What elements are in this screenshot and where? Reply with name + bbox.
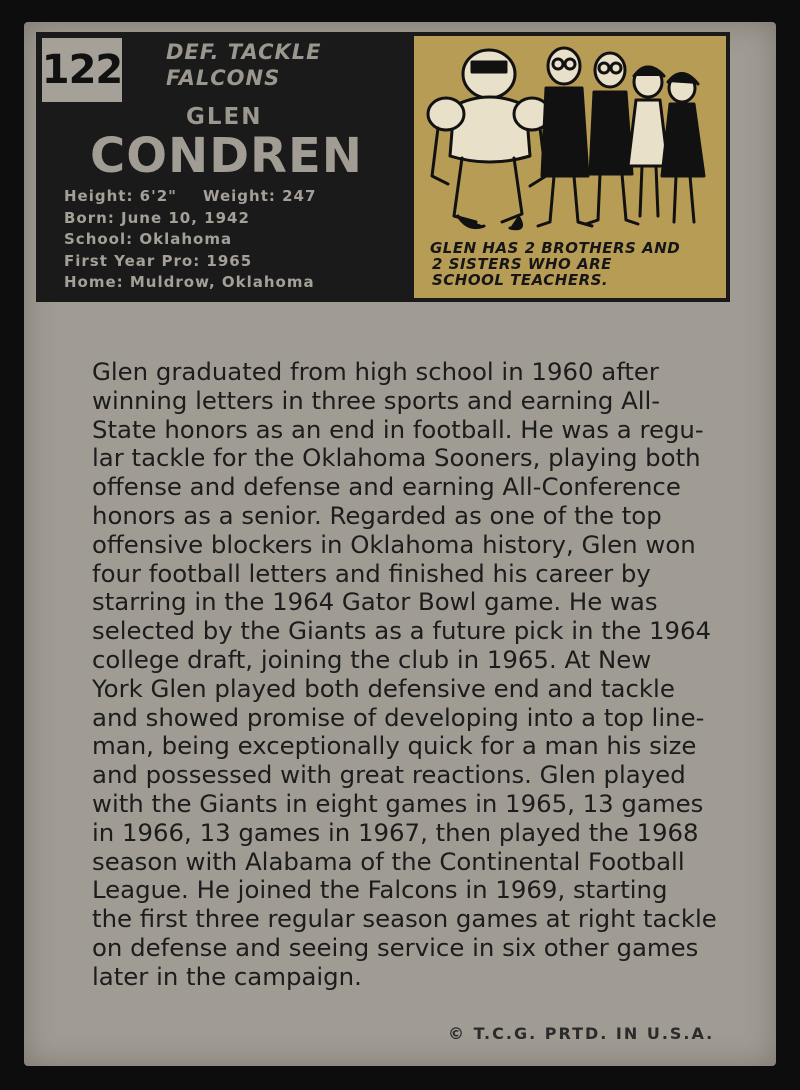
bio-line: season with Alabama of the Continental Football	[92, 846, 685, 876]
card-number: 122	[41, 47, 123, 93]
copyright-line: © T.C.G. PRTD. IN U.S.A.	[448, 1024, 715, 1043]
bio-line: four football letters and finished his career by	[92, 558, 651, 588]
bio-line: starring in the 1964 Gator Bowl game. He was	[92, 587, 658, 617]
player-last-name: CONDREN	[90, 128, 363, 184]
cartoon-caption-line-2: 2 SISTERS WHO ARE	[432, 255, 612, 273]
bio-line: selected by the Giants as a future pick in the 1964	[92, 616, 712, 646]
player-stats	[64, 186, 409, 294]
cartoon-panel	[414, 36, 726, 298]
player-biography	[92, 358, 742, 992]
bio-line: in 1966, 13 games in 1967, then played the 1968	[92, 817, 699, 847]
bio-line: man, being exceptionally quick for a man his size	[92, 731, 697, 761]
bio-line: offensive blockers in Oklahoma history, Glen won	[92, 529, 696, 559]
brother-figure-1	[538, 48, 592, 226]
stat-weight: Weight: 247	[202, 187, 317, 205]
bio-line: State honors as an end in football. He was a regu-	[92, 414, 704, 444]
cartoon-caption-line-3: SCHOOL TEACHERS.	[432, 271, 609, 289]
player-position: DEF. TACKLE	[166, 40, 322, 64]
bio-line: with the Giants in eight games in 1965, 13 games	[92, 788, 704, 818]
bio-line: on defense and seeing service in six other games	[92, 932, 699, 962]
football-player-figure	[428, 50, 550, 229]
stat-born: Born: June 10, 1942	[64, 208, 250, 227]
bio-line: Glen graduated from high school in 1960 after	[92, 357, 659, 386]
bio-line: lar tackle for the Oklahoma Sooners, playing both	[92, 443, 701, 473]
bio-line: honors as a senior. Regarded as one of the top	[92, 500, 662, 530]
bio-line: college draft, joining the club in 1965. At New	[92, 644, 652, 674]
stat-school: School: Oklahoma	[64, 230, 233, 248]
player-first-name: GLEN	[186, 104, 263, 130]
bio-line: York Glen played both defensive end and tackle	[92, 673, 675, 703]
player-team: FALCONS	[166, 66, 281, 90]
bio-line: and possessed with great reactions. Glen played	[92, 760, 686, 790]
card-number-box	[42, 38, 122, 102]
bio-line: later in the campaign.	[92, 961, 362, 991]
card-header	[36, 32, 730, 302]
sister-figure-1	[628, 67, 668, 216]
cartoon-caption-line-1: GLEN HAS 2 BROTHERS AND	[430, 239, 681, 257]
bio-line: and showed promise of developing into a top line-	[92, 702, 705, 732]
bio-line: offense and defense and earning All-Conference	[92, 472, 681, 502]
stat-height: Height: 6'2"	[64, 187, 177, 205]
stat-first-year-pro: First Year Pro: 1965	[64, 251, 253, 270]
bio-line: League. He joined the Falcons in 1969, starting	[92, 875, 668, 905]
bio-line: winning letters in three sports and earning All-	[92, 385, 661, 415]
cartoon-caption	[430, 240, 720, 288]
cartoon-family-illustration	[414, 36, 726, 236]
stat-row-height-weight	[64, 186, 409, 208]
bio-line: the first three regular season games at right tackle	[92, 904, 717, 934]
stat-home: Home: Muldrow, Oklahoma	[64, 273, 315, 291]
sister-figure-2	[662, 73, 704, 222]
